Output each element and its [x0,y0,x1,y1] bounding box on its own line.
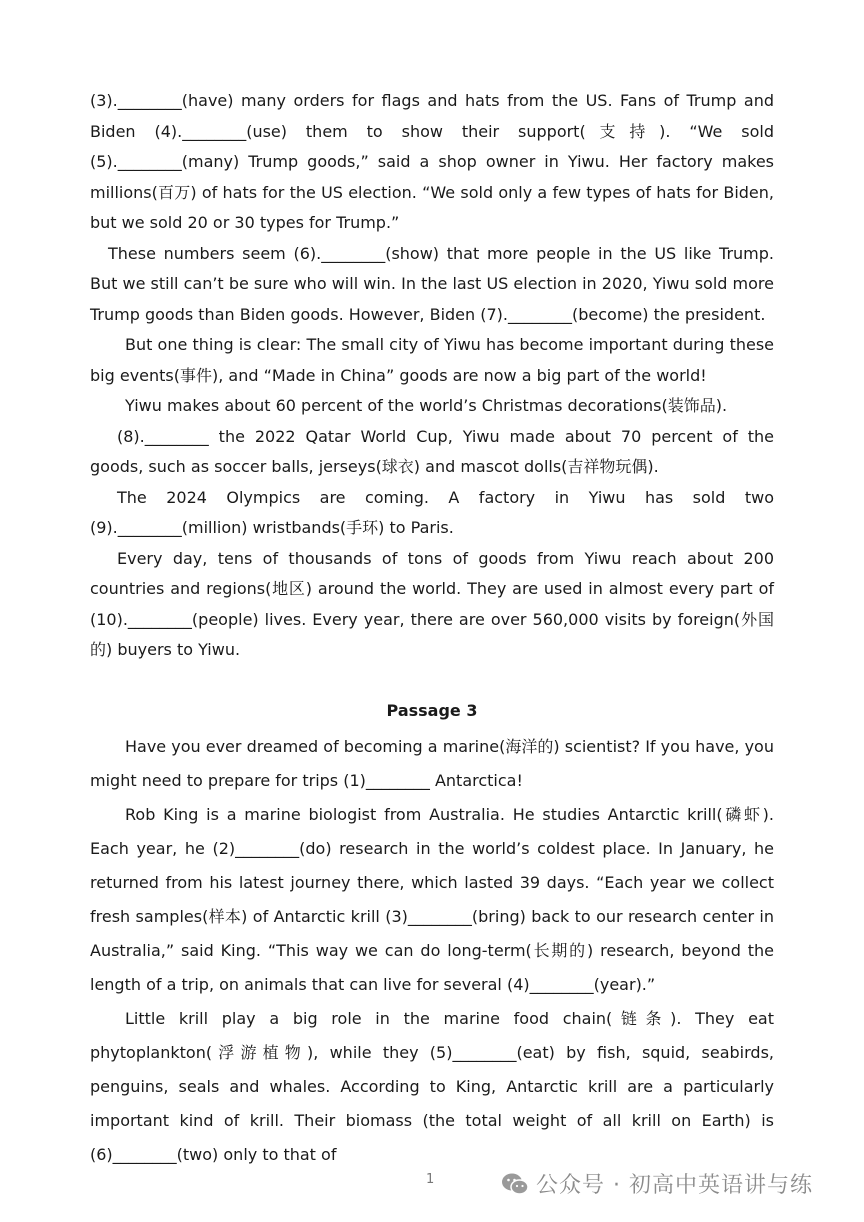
watermark [500,1168,813,1199]
document-page [90,86,774,1172]
paragraph: (3).________(have) many orders for flags and hats from the US. Fans of Trump and Biden (4).________(use) them to show their support(支持). “We sold (5).________(many) Trump goods,” said a shop owner in Yiwu. Her factory makes millions(百万) of hats for the US election. “We sold only a few types of hats for Biden, but we sold 20 or 30 types for Trump.” [90,91,774,232]
paragraph: Every day, tens of thousands of tons of goods from Yiwu reach about 200 countries and regions(地区) around the world. They are used in almost every part of (10).________(people) lives. Every year, there are over 560,000 visits by foreign(外国的) buyers to Yiwu. [90,548,774,659]
wechat-icon [500,1171,530,1197]
paragraph: Yiwu makes about 60 percent of the world’s Christmas decorations(装饰品). [125,396,728,415]
passage-2-body [90,86,774,666]
passage-title: Passage 3 [386,700,478,720]
page-number: 1 [426,1172,435,1187]
watermark-text: 公众号 · 初高中英语讲与练 [536,1173,813,1198]
paragraph: Have you ever dreamed of becoming a marine(海洋的) scientist? If you have, you might need to prepare for trips (1)________ Antarctica! [90,736,774,790]
paragraph: These numbers seem (6).________(show) that more people in the US like Trump. But we still can’t be sure who will win. In the last US election in 2020, Yiwu sold more Trump goods than Biden goods. However, Biden (7).________(become) the president. [90,243,774,324]
passage-3-body [90,730,774,1172]
paragraph: The 2024 Olympics are coming. A factory in Yiwu has sold two (9).________(million) wristbands(手环) to Paris. [90,487,774,537]
paragraph: But one thing is clear: The small city of Yiwu has become important during these big events(事件), and “Made in China” goods are now a big part of the world! [90,335,774,385]
paragraph: (8).________ the 2022 Qatar World Cup, Yiwu made about 70 percent of the goods, such as soccer balls, jerseys(球衣) and mascot dolls(吉祥物玩偶). [90,426,774,476]
paragraph: Rob King is a marine biologist from Australia. He studies Antarctic krill(磷虾). Each year, he (2)________(do) research in the world’s coldest place. In January, he returned from his latest journey there, which lasted 39 days. “Each year we collect fresh samples(样本) of Antarctic krill (3)________(bring) back to our research center in Australia,” said King. “This way we can do long-term(长期的) research, beyond the length of a trip, on animals that can live for several (4)________(year).” [90,804,774,994]
paragraph: Little krill play a big role in the marine food chain(链条). They eat phytoplankton(浮游植物), while they (5)________(eat) by fish, squid, seabirds, penguins, seals and whales. According to King, Antarctic krill are a particularly important kind of krill. Their biomass (the total weight of all krill on Earth) is (6)________(two) only to that of [90,1008,774,1164]
